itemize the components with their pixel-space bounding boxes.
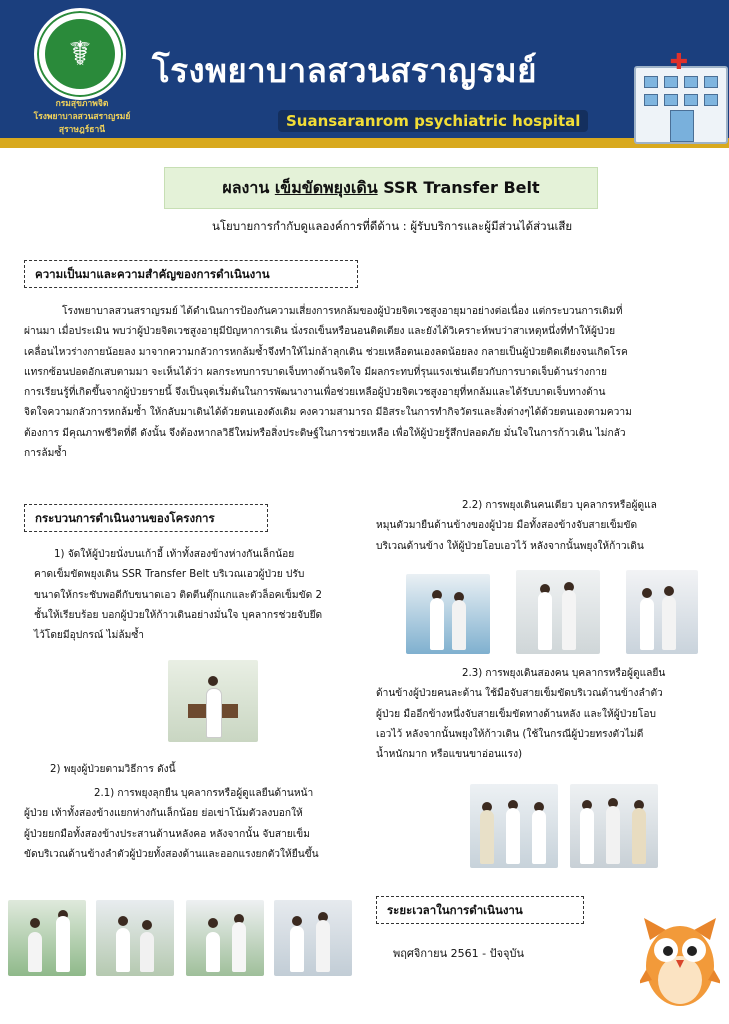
step-2-2-line: หมุนตัวมายืนด้านข้างของผู้ป่วย มือทั้งสองข้างจับสายเข็มขัด	[376, 520, 638, 532]
org-line-2: โรงพยาบาลสวนสราญรมย์	[33, 112, 131, 122]
photo-stand-4	[274, 900, 352, 976]
step-2-3-line: น้ำหนักมาก หรือแขนขาอ่อนแรง)	[376, 749, 523, 761]
background-line: ผ่านมา เมื่อประเมิน พบว่าผู้ป่วยจิตเวชสูงอายุมีปัญหาการเดิน นั่งรถเข็นหรือนอนติดเตียง และยังได้วิเคราะห์พบว่าสาเหตุหนึ่งที่ทำให้ผู้ป่วย	[24, 326, 616, 338]
org-line-1: กรมสุขภาพจิต	[55, 99, 109, 109]
background-line: เคลื่อนไหวร่างกายน้อยลง มาจากความกลัวการหกล้มซ้ำจึงทำให้ไม่กล้าลุกเดิน ช่วยเหลือตนเองลดน้อยลง กลายเป็นผู้ป่วยติดเตียงจนเกิดโรค	[24, 346, 628, 358]
step-2-2-line: บริเวณด้านข้าง ให้ผู้ป่วยโอบเอวไว้ หลังจากนั้นพยุงให้ก้าวเดิน	[376, 540, 644, 552]
step-2-1-line: ผู้ป่วย เท้าทั้งสองข้างแยกห่างกันเล็กน้อย ย่อเข่าโน้มตัวลงบอกให้	[24, 808, 303, 820]
ministry-logo	[34, 8, 126, 100]
owl-mascot-icon	[640, 910, 720, 1010]
hospital-door	[670, 110, 694, 142]
org-line-3: สุราษฎร์ธานี	[58, 125, 106, 135]
step-2-1-paragraph	[24, 784, 354, 865]
logo-seal	[45, 19, 115, 89]
step-2-line: 2) พยุงผู้ป่วยตามวิธีการ ดังนี้	[50, 764, 176, 775]
photo-walk-2	[516, 570, 600, 654]
medical-cross-icon: ✚	[669, 50, 689, 75]
background-line: การล้มซ้ำ	[24, 448, 67, 460]
background-line: จิตใจความกลัวการหกล้มซ้ำ ให้กลับมาเดินได้ด้วยตนเองดังเดิม คงความสามารถ มีอิสระในการทำกิจวัตรและสิ่งต่างๆได้ด้วยตนเองตามความ	[24, 407, 632, 419]
background-paragraph	[24, 302, 716, 464]
hospital-title-english: Suansaranrom psychiatric hospital	[278, 110, 588, 132]
background-line: แทรกซ้อนปอดอักเสบตามมา จะเห็นได้ว่า ผลกระทบการบาดเจ็บทางด้านจิตใจ มีผลกระทบที่รุนแรงเช่นเดียวกับการบาดเจ็บด้านร่างกาย	[24, 366, 607, 378]
step-1-line: ชั้นให้เรียบร้อย บอกผู้ป่วยให้ก้าวเดินอย่างมั่นใจ บุคลากรช่วยจับยึด	[34, 609, 323, 621]
step-2-2-line: 2.2) การพยุงเดินคนเดียว บุคลากรหรือผู้ดูแล	[462, 500, 657, 511]
step-2-3-paragraph	[376, 664, 716, 765]
background-heading: ความเป็นมาและความสำคัญของการดำเนินงาน	[24, 260, 358, 288]
background-line: โรงพยาบาลสวนสราญรมย์ ได้ดำเนินการป้องกันความเสี่ยงการหกล้มของผู้ป่วยจิตเวชสูงอายุมาอย่างต่อเนื่อง แต่กระบวนการเดิมที่	[62, 306, 623, 317]
header-banner	[0, 0, 729, 148]
photo-two-person-2	[570, 784, 658, 868]
caduceus-icon: ☤	[68, 34, 92, 74]
photo-stand-3	[186, 900, 264, 976]
photo-stand-1	[8, 900, 86, 976]
project-title-banner	[164, 167, 598, 209]
photo-walk-1	[406, 574, 490, 654]
process-heading: กระบวนการดำเนินงานของโครงการ	[24, 504, 268, 532]
step-1-paragraph	[34, 545, 354, 646]
policy-line: นโยบายการกำกับดูแลองค์การที่ดีด้าน : ผู้รับบริการและผู้มีส่วนได้ส่วนเสีย	[212, 219, 573, 233]
step-2-1-line: ผู้ป่วยยกมือทั้งสองข้างประสานด้านหลังคอ หลังจากนั้น จับสายเข็ม	[24, 828, 310, 840]
title-prefix: ผลงาน	[222, 178, 275, 197]
step-2-3-line: ผู้ป่วย มืออีกข้างหนึ่งจับสายเข็มขัดทางด้านหลัง และให้ผู้ป่วยโอบ	[376, 708, 656, 720]
photo-step-1	[168, 660, 258, 742]
step-2-1-line: 2.1) การพยุงลุกยืน บุคลากรหรือผู้ดูแลยืนด้านหน้า	[94, 788, 314, 799]
step-2-3-line: ด้านข้างผู้ป่วยคนละด้าน ใช้มือจับสายเข็มขัดบริเวณด้านข้างลำตัว	[376, 688, 663, 700]
background-line: ต้องการ มีคุณภาพชีวิตที่ดี ดังนั้น จึงต้องหากลวิธีใหม่หรือสิ่งประดิษฐ์ในการช่วยเหลือ เพื่อให้ผู้ป่วยรู้สึกปลอดภัย มั่นใจในการก้าวเดิน ไม่กลัว	[24, 427, 626, 439]
step-2-3-line: เอวไว้ หลังจากนั้นพยุงให้ก้าวเดิน (ใช้ในกรณีผู้ป่วยทรงตัวไม่ดี	[376, 728, 644, 740]
step-2-3-line: 2.3) การพยุงเดินสองคน บุคลากรหรือผู้ดูแลยืน	[462, 668, 666, 679]
header-stripe	[0, 138, 729, 148]
photo-walk-3	[626, 570, 698, 654]
hospital-building-icon	[634, 52, 724, 140]
background-line: การเรียนรู้ที่เกิดขึ้นจากผู้ป่วยรายนี้ จึงเป็นจุดเริ่มต้นในการพัฒนางานเพื่อช่วยเหลือผู้ป่วยจิตเวชสูงอายุที่หกล้มและได้รับบาดเจ็บทางด้าน	[24, 387, 606, 399]
step-1-line: ขนาดให้กระชับพอดีกับขนาดเอว ติดตีนตุ๊กแกและตัวล็อคเข็มขัด 2	[34, 589, 322, 601]
photo-two-person-1	[470, 784, 558, 868]
step-1-line: คาดเข็มขัดพยุงเดิน SSR Transfer Belt บริเวณเอวผู้ป่วย ปรับ	[34, 569, 305, 581]
hospital-title-thai: โรงพยาบาลสวนสราญรมย์	[152, 51, 537, 90]
step-2-1-line: ขัดบริเวณด้านข้างลำตัวผู้ป่วยทั้งสองด้านและออกแรงยกตัวให้ยืนขึ้น	[24, 848, 319, 860]
photo-stand-2	[96, 900, 174, 976]
step-1-line: ไว้โดยมีอุปกรณ์ ไม่ล้มซ้ำ	[34, 630, 144, 642]
period-heading: ระยะเวลาในการดำเนินงาน	[376, 896, 584, 924]
step-2-2-paragraph	[376, 496, 716, 557]
period-value: พฤศจิกายน 2561 - ปัจจุบัน	[393, 947, 524, 960]
step-1-line: 1) จัดให้ผู้ป่วยนั่งบนเก้าอี้ เท้าทั้งสองข้างห่างกันเล็กน้อย	[54, 549, 295, 560]
title-suffix: SSR Transfer Belt	[377, 178, 540, 197]
title-underlined: เข็มขัดพยุงเดิน	[274, 178, 378, 197]
